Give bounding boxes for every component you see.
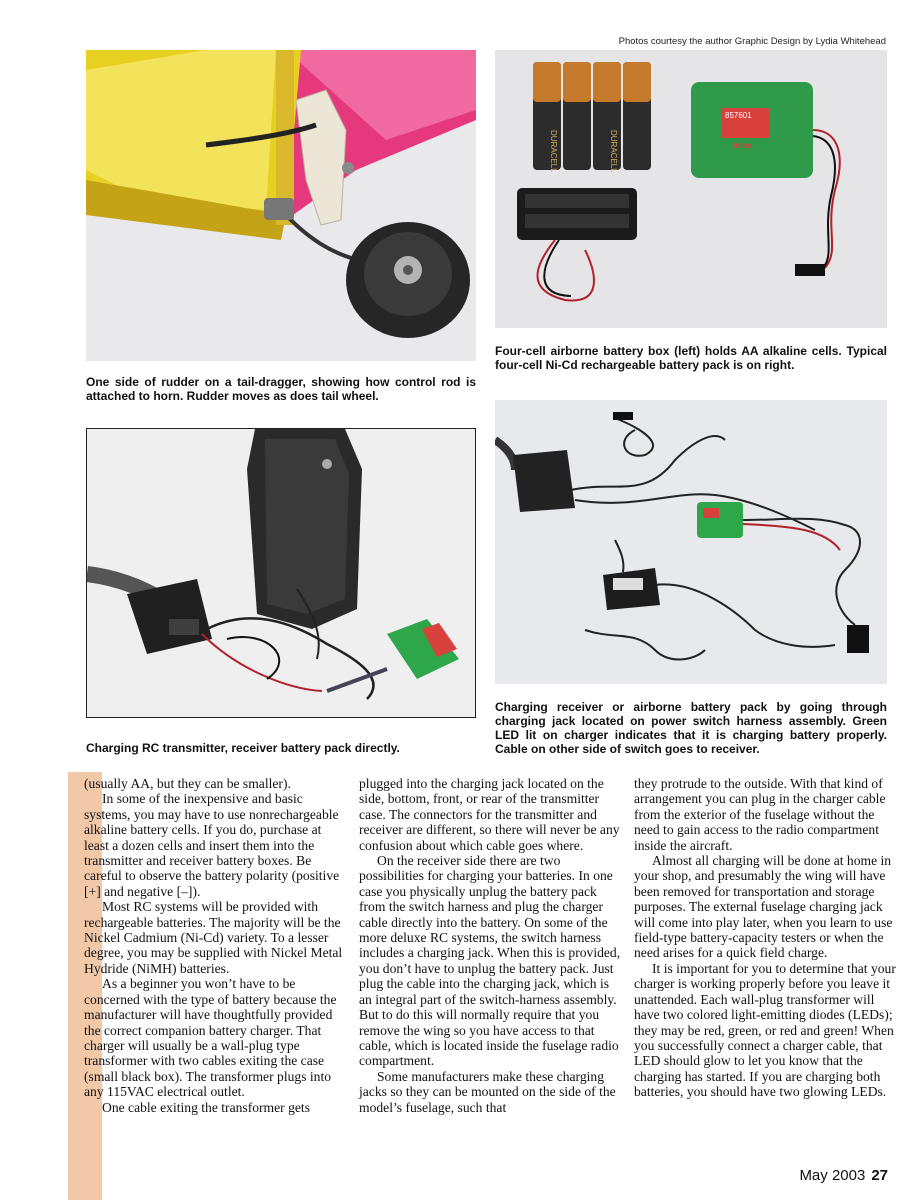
transmitter-caption: Charging RC transmitter, receiver battery pack directly. (86, 741, 400, 755)
paragraph: In some of the inexpensive and basic systems, you may have to use nonrechargeable alkaline battery cells. If you do, purchase at least a dozen cells and insert them into the transmitter and receiver battery boxes. Be careful to observe the battery polarity (positive [+] and negative [–]). (84, 791, 340, 899)
paragraph: On the receiver side there are two possibilities for charging your batteries. In one case you physically unplug the battery pack from the switch harness and plug the charger cable directly into the battery. On some of the more deluxe RC systems, the switch harness includes a charging jack. When this is provided, you don’t have to unplug the battery pack. Just plug the cable into the charging jack, which is an integral part of the switch-harness assembly. But to do this will normally require that you remove the wing so you have access to that cable, which is located inside the fuselage radio compartment. (359, 853, 621, 1069)
receiver-photo (495, 400, 887, 684)
transmitter-photo (86, 428, 476, 718)
receiver-caption: Charging receiver or airborne battery pack by going through charging jack located on power switch harness assembly. Green LED lit on charger indicates that it is charging battery properly. Cable on other side of switch goes to receiver. (495, 700, 887, 756)
page-number: 27 (871, 1167, 888, 1184)
page-footer (799, 1167, 888, 1184)
paragraph: As a beginner you won’t have to be concerned with the type of battery because the manufacturer will have thoughtfully provided the correct companion battery charger. That charger will usually be a wall-plug type transformer with two cables exiting the case (small black box). The transformer plugs into any 115VAC electrical outlet. (84, 976, 337, 1100)
paragraph: plugged into the charging jack located on the side, bottom, front, or rear of the transmitter case. The connectors for the transmitter and receiver are different, so there will never be any confusion about which cable goes where. (359, 776, 620, 853)
paragraph: One cable exiting the transformer gets (102, 1099, 310, 1115)
photo-credit: Photos courtesy the author Graphic Design by Lydia Whitehead (618, 36, 886, 47)
paragraph: Some manufacturers make these charging jacks so they can be mounted on the side of the model’s fuselage, such that (359, 1068, 616, 1115)
svg-text:hitec: hitec (733, 141, 752, 150)
issue-date: May 2003 (799, 1167, 866, 1184)
paragraph: It is important for you to determine that your charger is working properly before you leave it unattended. Each wall-plug transformer will have two colored light-emitting diodes (LEDs); they may be red, green, or red and green! When you successfully connect a charger cable, that LED should glow to let you know that the charging has started. If you are charging both batteries, you should have two glowing LEDs. (634, 960, 896, 1100)
svg-text:DURACELL: DURACELL (609, 130, 618, 173)
rudder-photo (86, 50, 476, 361)
paragraph: they protrude to the outside. With that kind of arrangement you can plug in the charger cable from the exterior of the fuselage without the need to gain access to the radio compartment inside the aircraft. (634, 776, 886, 853)
svg-text:DURACELL: DURACELL (549, 130, 558, 173)
paragraph: Almost all charging will be done at home in your shop, and presumably the wing will have been removed for transportation and storage purposes. The external fuselage charging jack will come into play later, when you learn to use field-type battery-capacity testers or when the need arises for a quick field charge. (634, 853, 893, 961)
text-column-1 (84, 776, 348, 1115)
text-column-2 (359, 776, 623, 1115)
text-column-3 (634, 776, 898, 1100)
svg-text:857601: 857601 (725, 111, 752, 120)
paragraph: (usually AA, but they can be smaller). (84, 776, 291, 791)
batteries-photo (495, 50, 887, 328)
paragraph: Most RC systems will be provided with rechargeable batteries. The majority will be the Nickel Cadmium (Ni-Cd) variety. To a lesser degree, you may be supplied with Nickel Metal Hydride (NiMH) batteries. (84, 899, 343, 976)
rudder-caption: One side of rudder on a tail-dragger, showing how control rod is attached to horn. Rudder moves as does tail wheel. (86, 375, 476, 403)
batteries-caption: Four-cell airborne battery box (left) holds AA alkaline cells. Typical four-cell Ni-Cd rechargeable battery pack is on right. (495, 344, 887, 372)
